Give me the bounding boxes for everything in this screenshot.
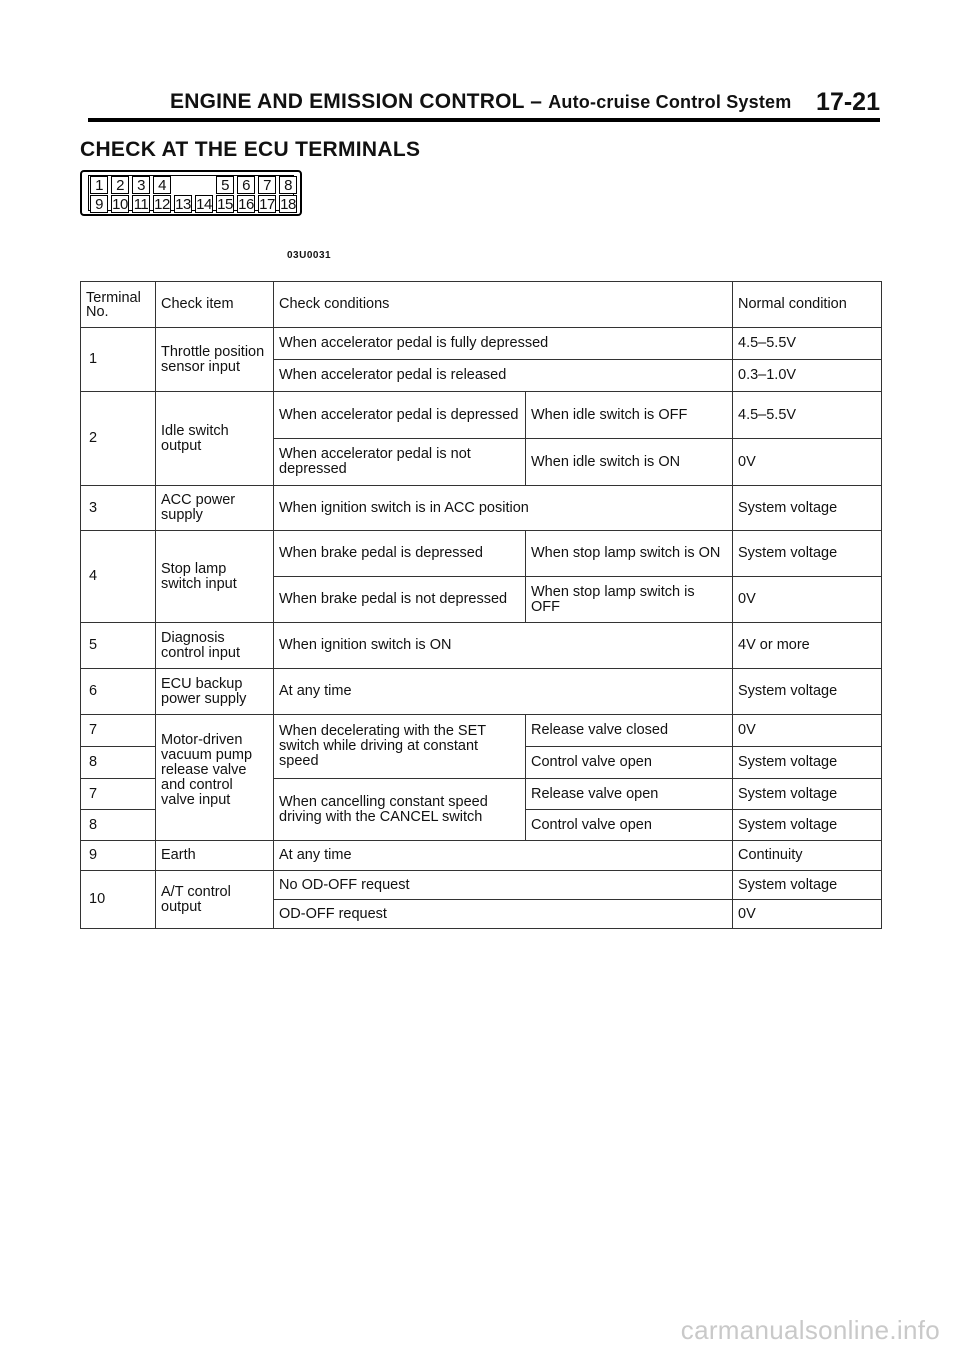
connector-pin: 13: [175, 196, 191, 213]
condition-cell: When cancelling constant speed driving with the CANCEL switch: [274, 779, 526, 841]
condition-cell: When accelerator pedal is released: [274, 360, 733, 392]
connector-pin: 7: [258, 176, 276, 194]
condition-cell: When decelerating with the SET switch while driving at constant speed: [274, 715, 526, 779]
connector-pin: 4: [153, 176, 171, 194]
condition-cell: When accelerator pedal is depressed: [274, 392, 526, 439]
table-row: [81, 623, 882, 669]
connector-pin: 18: [280, 196, 296, 213]
sub-condition-cell: When stop lamp switch is ON: [526, 531, 733, 577]
connector-pin: 6: [237, 176, 255, 194]
check-item-cell: A/T control output: [156, 871, 274, 929]
condition-cell: At any time: [274, 669, 733, 715]
header-normal-condition: Normal condition: [733, 282, 882, 328]
normal-cell: System voltage: [733, 871, 882, 900]
terminal-cell: 3: [81, 486, 156, 531]
condition-cell: When ignition switch is ON: [274, 623, 733, 669]
table-row: [81, 392, 882, 439]
terminal-cell: 7: [81, 779, 156, 810]
page-title: [170, 90, 791, 114]
figure-code: 03U0031: [287, 250, 332, 261]
check-item-cell: Throttle position sensor input: [156, 328, 274, 392]
check-item-cell: Earth: [156, 841, 274, 871]
check-item-cell: Stop lamp switch input: [156, 531, 274, 623]
condition-cell: At any time: [274, 841, 733, 871]
table-row: [81, 328, 882, 360]
condition-cell: OD-OFF request: [274, 900, 733, 929]
condition-cell: No OD-OFF request: [274, 871, 733, 900]
connector-pin: 16: [238, 196, 254, 213]
normal-cell: 4.5–5.5V: [733, 392, 882, 439]
connector-pin: 5: [216, 176, 234, 194]
normal-cell: System voltage: [733, 810, 882, 841]
normal-cell: 0.3–1.0V: [733, 360, 882, 392]
terminal-cell: 10: [81, 871, 156, 929]
connector-pin: 2: [111, 176, 129, 194]
sub-condition-cell: When stop lamp switch is OFF: [526, 577, 733, 623]
terminal-cell: 7: [81, 715, 156, 747]
connector-pin: 14: [196, 196, 212, 213]
connector-pin: 9: [90, 195, 108, 213]
page-number: 17-21: [816, 88, 880, 116]
terminal-cell: 6: [81, 669, 156, 715]
sub-condition-cell: Control valve open: [526, 747, 733, 779]
table-row: [81, 715, 882, 747]
table-header-row: [81, 282, 882, 328]
header-check-item: Check item: [156, 282, 274, 328]
table-row: [81, 486, 882, 531]
normal-cell: System voltage: [733, 486, 882, 531]
connector-pin: 1: [90, 176, 108, 194]
normal-cell: 0V: [733, 439, 882, 486]
terminal-cell: 8: [81, 810, 156, 841]
sub-condition-cell: When idle switch is ON: [526, 439, 733, 486]
header-terminal: Terminal No.: [81, 282, 156, 328]
condition-cell: When accelerator pedal is fully depressed: [274, 328, 733, 360]
normal-cell: System voltage: [733, 779, 882, 810]
condition-cell: When ignition switch is in ACC position: [274, 486, 733, 531]
connector-pin: 10: [112, 196, 128, 213]
terminal-cell: 5: [81, 623, 156, 669]
sub-condition-cell: When idle switch is OFF: [526, 392, 733, 439]
sub-condition-cell: Release valve open: [526, 779, 733, 810]
normal-cell: 4V or more: [733, 623, 882, 669]
condition-cell: When brake pedal is depressed: [274, 531, 526, 577]
table-row: [81, 841, 882, 871]
terminal-cell: 1: [81, 328, 156, 392]
terminal-cell: 8: [81, 747, 156, 779]
condition-cell: When brake pedal is not depressed: [274, 577, 526, 623]
table-row: [81, 531, 882, 577]
check-item-cell: Idle switch output: [156, 392, 274, 486]
normal-cell: System voltage: [733, 669, 882, 715]
normal-cell: System voltage: [733, 747, 882, 779]
ecu-connector-diagram: [80, 170, 302, 216]
normal-cell: 0V: [733, 715, 882, 747]
normal-cell: 0V: [733, 577, 882, 623]
page-header: [88, 88, 880, 122]
normal-cell: Continuity: [733, 841, 882, 871]
check-item-cell: Motor-driven vacuum pump release valve and control valve input: [156, 715, 274, 841]
normal-cell: 0V: [733, 900, 882, 929]
condition-cell: When accelerator pedal is not depressed: [274, 439, 526, 486]
check-item-cell: ECU backup power supply: [156, 669, 274, 715]
connector-pin: 17: [259, 196, 275, 213]
connector-pin: 8: [279, 176, 297, 194]
check-item-cell: ACC power supply: [156, 486, 274, 531]
title-main: ENGINE AND EMISSION CONTROL: [170, 90, 525, 113]
ecu-terminal-table: [80, 281, 882, 929]
title-sub: Auto-cruise Control System: [548, 92, 792, 112]
watermark: carmanualsonline.info: [680, 1315, 940, 1345]
connector-pin: 3: [132, 176, 150, 194]
table-row: [81, 871, 882, 900]
connector-pin: 11: [133, 196, 149, 213]
terminal-cell: 4: [81, 531, 156, 623]
terminal-cell: 9: [81, 841, 156, 871]
section-title: CHECK AT THE ECU TERMINALS: [80, 138, 421, 161]
table-row: [81, 669, 882, 715]
sub-condition-cell: Release valve closed: [526, 715, 733, 747]
title-separator: –: [524, 90, 549, 113]
terminal-cell: 2: [81, 392, 156, 486]
normal-cell: 4.5–5.5V: [733, 328, 882, 360]
sub-condition-cell: Control valve open: [526, 810, 733, 841]
header-check-conditions: Check conditions: [274, 282, 733, 328]
check-item-cell: Diagnosis control input: [156, 623, 274, 669]
normal-cell: System voltage: [733, 531, 882, 577]
connector-pin: 12: [154, 196, 170, 213]
connector-pin: 15: [217, 196, 233, 213]
